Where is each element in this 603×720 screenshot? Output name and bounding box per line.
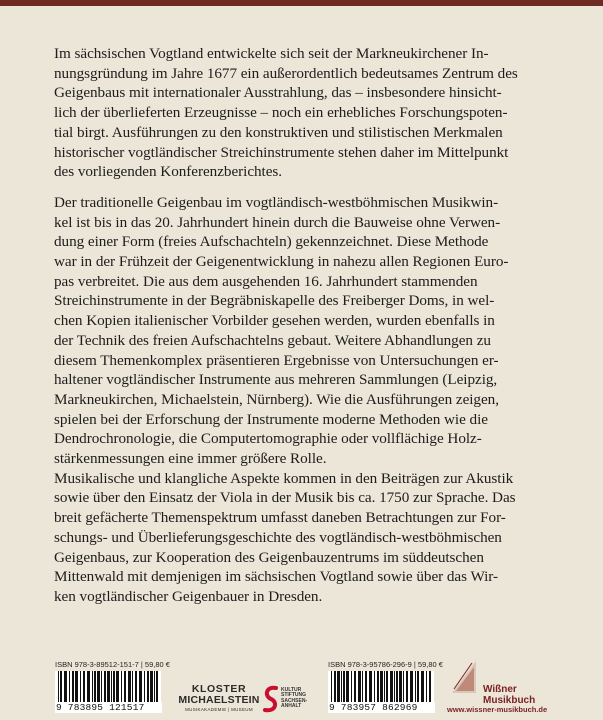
barcode-bar bbox=[394, 671, 395, 703]
kultur-line-2: STIFTUNG bbox=[281, 692, 306, 699]
barcode-bar bbox=[369, 671, 372, 703]
blurb-line: Geigenbaus mit internationaler Ausstrahlung, das – insbesondere hinsicht- bbox=[54, 84, 502, 102]
barcode-left bbox=[55, 671, 161, 711]
barcode-bar bbox=[107, 671, 110, 703]
kulturstiftung-s-icon bbox=[262, 684, 280, 714]
barcode-bar bbox=[104, 671, 106, 703]
barcode-bar bbox=[64, 671, 67, 703]
barcode-bar bbox=[116, 671, 119, 703]
barcode-bar bbox=[94, 671, 96, 703]
barcode-bar bbox=[113, 671, 115, 703]
barcode-bar bbox=[101, 671, 102, 703]
barcode-bar bbox=[346, 671, 349, 703]
barcode-bar bbox=[75, 671, 78, 703]
barcode-bar bbox=[92, 671, 93, 703]
blurb-line: nungsgründung im Jahre 1677 ein außerordentlich bedeutsames Zentrum des bbox=[54, 64, 518, 82]
barcode-bar bbox=[417, 671, 419, 703]
blurb-line: pas verbreitet. Die aus dem ausgehenden 16. Jahrhundert stammenden bbox=[54, 272, 478, 290]
barcode-right-digits: 9 783957 862969 bbox=[328, 702, 435, 713]
kloster-logo-line1: KLOSTER bbox=[191, 683, 247, 695]
barcode-bar bbox=[144, 671, 145, 703]
kultur-line-3: SACHSEN- bbox=[281, 697, 308, 704]
barcode-bar bbox=[415, 671, 416, 703]
barcode-bar bbox=[80, 671, 81, 703]
blurb-line: haltener vogtländischer Instrumente aus mehreren Sammlungen (Leipzig, bbox=[54, 371, 498, 389]
barcode-bar bbox=[154, 671, 155, 703]
barcode-bar bbox=[121, 671, 122, 703]
barcode-bar bbox=[386, 671, 388, 703]
barcode-bar bbox=[341, 671, 342, 703]
barcode-bar bbox=[390, 671, 393, 703]
blurb-line: Dendrochronologie, die Computertomographie oder vollflächige Holz- bbox=[54, 430, 482, 448]
kloster-logo-line3: MUSIKAKADEMIE | MUSEUM bbox=[185, 707, 253, 712]
blurb-line: historischer vogtländischer Streichinstrumente stehen daher im Mittelpunkt bbox=[54, 143, 509, 161]
barcode-bar bbox=[72, 671, 74, 703]
kloster-michaelstein-logo bbox=[176, 684, 262, 713]
kulturstiftung-text bbox=[281, 688, 307, 709]
blurb-paragraph-1 bbox=[54, 44, 554, 182]
blurb-line: Der traditionelle Geigenbau im vogtländisch-westböhmischen Musikwin- bbox=[54, 193, 499, 211]
barcode-bar bbox=[351, 671, 352, 703]
barcode-bar bbox=[429, 671, 431, 703]
kultur-line-4: ANHALT bbox=[281, 702, 302, 709]
barcode-left-digits: 9 783895 121517 bbox=[55, 702, 162, 713]
barcode-bar bbox=[403, 671, 404, 703]
barcode-bar bbox=[396, 671, 398, 703]
barcode-bar bbox=[337, 671, 340, 703]
blurb-line: chen Kopien italienischer Vorbilder gesehen werden, wurden ebenfalls in bbox=[54, 312, 495, 330]
blurb-line: Mittenwald mit demjenigen im sächsischen Vogtland sowie über das Wir- bbox=[54, 568, 499, 586]
barcode-bar bbox=[132, 671, 133, 703]
blurb-paragraph-2 bbox=[54, 193, 554, 607]
blurb-line: Geigenbaus, zur Kooperation des Geigenbauzentrums im süddeutschen bbox=[54, 548, 484, 566]
barcode-bar bbox=[150, 671, 153, 703]
barcode-bar bbox=[358, 671, 361, 703]
blurb-line: Markneukirchen, Michaelstein, Nürnberg). Wie die Ausführungen zeigen, bbox=[54, 390, 499, 408]
barcode-bar bbox=[331, 671, 332, 703]
kloster-logo-line2: MICHAELSTEIN bbox=[178, 694, 260, 706]
blurb-line: tial birgt. Ausführungen zu den konstruktiven und stilistischen Merkmalen bbox=[54, 123, 503, 141]
blurb-line: sowie über den Einsatz der Viola in der Musik bis ca. 1750 zur Sprache. Das bbox=[54, 489, 516, 507]
barcode-bar bbox=[69, 671, 70, 703]
barcode-bar bbox=[156, 671, 158, 703]
barcode-bar bbox=[399, 671, 402, 703]
publisher-name-line2: Musikbuch bbox=[483, 695, 536, 706]
barcode-bar bbox=[410, 671, 413, 703]
barcode-bar bbox=[426, 671, 427, 703]
blurb-line: kel ist bis in das 20. Jahrhundert hinein durch die Bauweise ohne Verwen- bbox=[54, 213, 501, 231]
barcode-bar bbox=[124, 671, 126, 703]
barcode-bar bbox=[374, 671, 375, 703]
barcode-bar bbox=[365, 671, 367, 703]
blurb-line: lich der überlieferten Erzeugnisse – noch ein erhebliches Forschungspoten- bbox=[54, 104, 508, 122]
blurb-line: war in der Frühzeit der Geigenentwicklung in nahezu allen Regionen Euro- bbox=[54, 253, 509, 271]
blurb-line: spielen bei der Erforschung der Instrumente moderne Methoden wie die bbox=[54, 410, 488, 428]
blurb-line: stärkenmessungen eine immer größere Rolle. bbox=[54, 450, 327, 468]
barcode-right bbox=[328, 671, 434, 711]
blurb-line: ken vogtländischer Geigenbauer in Dresden. bbox=[54, 587, 323, 605]
barcode-bar bbox=[147, 671, 149, 703]
barcode-bar bbox=[384, 671, 385, 703]
blurb-line: der Technik des freien Aufschachtelns gebaut. Weitere Abhandlungen zu bbox=[54, 331, 491, 349]
wissner-logo-icon bbox=[450, 657, 478, 695]
isbn-price-right: ISBN 978-3-95786-296-9 | 59,80 € bbox=[328, 660, 443, 669]
barcode-bar bbox=[58, 671, 59, 703]
blurb-line: breit gefächerte Themenspektrum umfasst daneben Betrachtungen zur For- bbox=[54, 509, 506, 527]
blurb-line: des vorliegenden Konferenzberichtes. bbox=[54, 163, 283, 181]
barcode-bar bbox=[97, 671, 100, 703]
barcode-bar bbox=[83, 671, 85, 703]
barcode-bar bbox=[334, 671, 336, 703]
barcode-bar bbox=[362, 671, 363, 703]
top-color-band bbox=[0, 0, 603, 6]
blurb-line: Im sächsischen Vogtland entwickelte sich seit der Markneukirchener In- bbox=[54, 45, 489, 62]
barcode-bar bbox=[421, 671, 424, 703]
barcode-bar bbox=[111, 671, 112, 703]
barcode-bar bbox=[87, 671, 90, 703]
blurb-line: diesem Themenkomplex präsentieren Ergebnisse von Untersuchungen er- bbox=[54, 351, 499, 369]
barcode-bar bbox=[377, 671, 379, 703]
barcode-bar bbox=[60, 671, 62, 703]
barcode-bar bbox=[343, 671, 345, 703]
publisher-name bbox=[483, 684, 535, 706]
back-cover-blurb bbox=[54, 44, 554, 607]
blurb-line: dung einer Form (freies Aufschachteln) gekennzeichnet. Diese Methode bbox=[54, 233, 489, 251]
blurb-line: schungs- und Überlieferungsgeschichte des vogtländisch-westböhmischen bbox=[54, 528, 502, 546]
isbn-price-left: ISBN 978-3-89512-151-7 | 59,80 € bbox=[55, 660, 170, 669]
blurb-line: Streichinstrumente in der Begräbniskapelle des Freiberger Doms, in wel- bbox=[54, 292, 495, 310]
publisher-url: www.wissner-musikbuch.de bbox=[447, 705, 548, 714]
barcode-bar bbox=[139, 671, 142, 703]
barcode-bar bbox=[128, 671, 131, 703]
blurb-line: Musikalische und klangliche Aspekte kommen in den Beiträgen zur Akustik bbox=[54, 469, 514, 487]
kultur-line-1: KULTUR bbox=[281, 687, 302, 693]
barcode-bar bbox=[380, 671, 383, 703]
kulturstiftung-logo bbox=[262, 684, 324, 716]
barcode-bar bbox=[354, 671, 356, 703]
barcode-bar bbox=[406, 671, 408, 703]
publisher-name-line1: Wißner bbox=[483, 684, 517, 695]
barcode-bar bbox=[135, 671, 137, 703]
